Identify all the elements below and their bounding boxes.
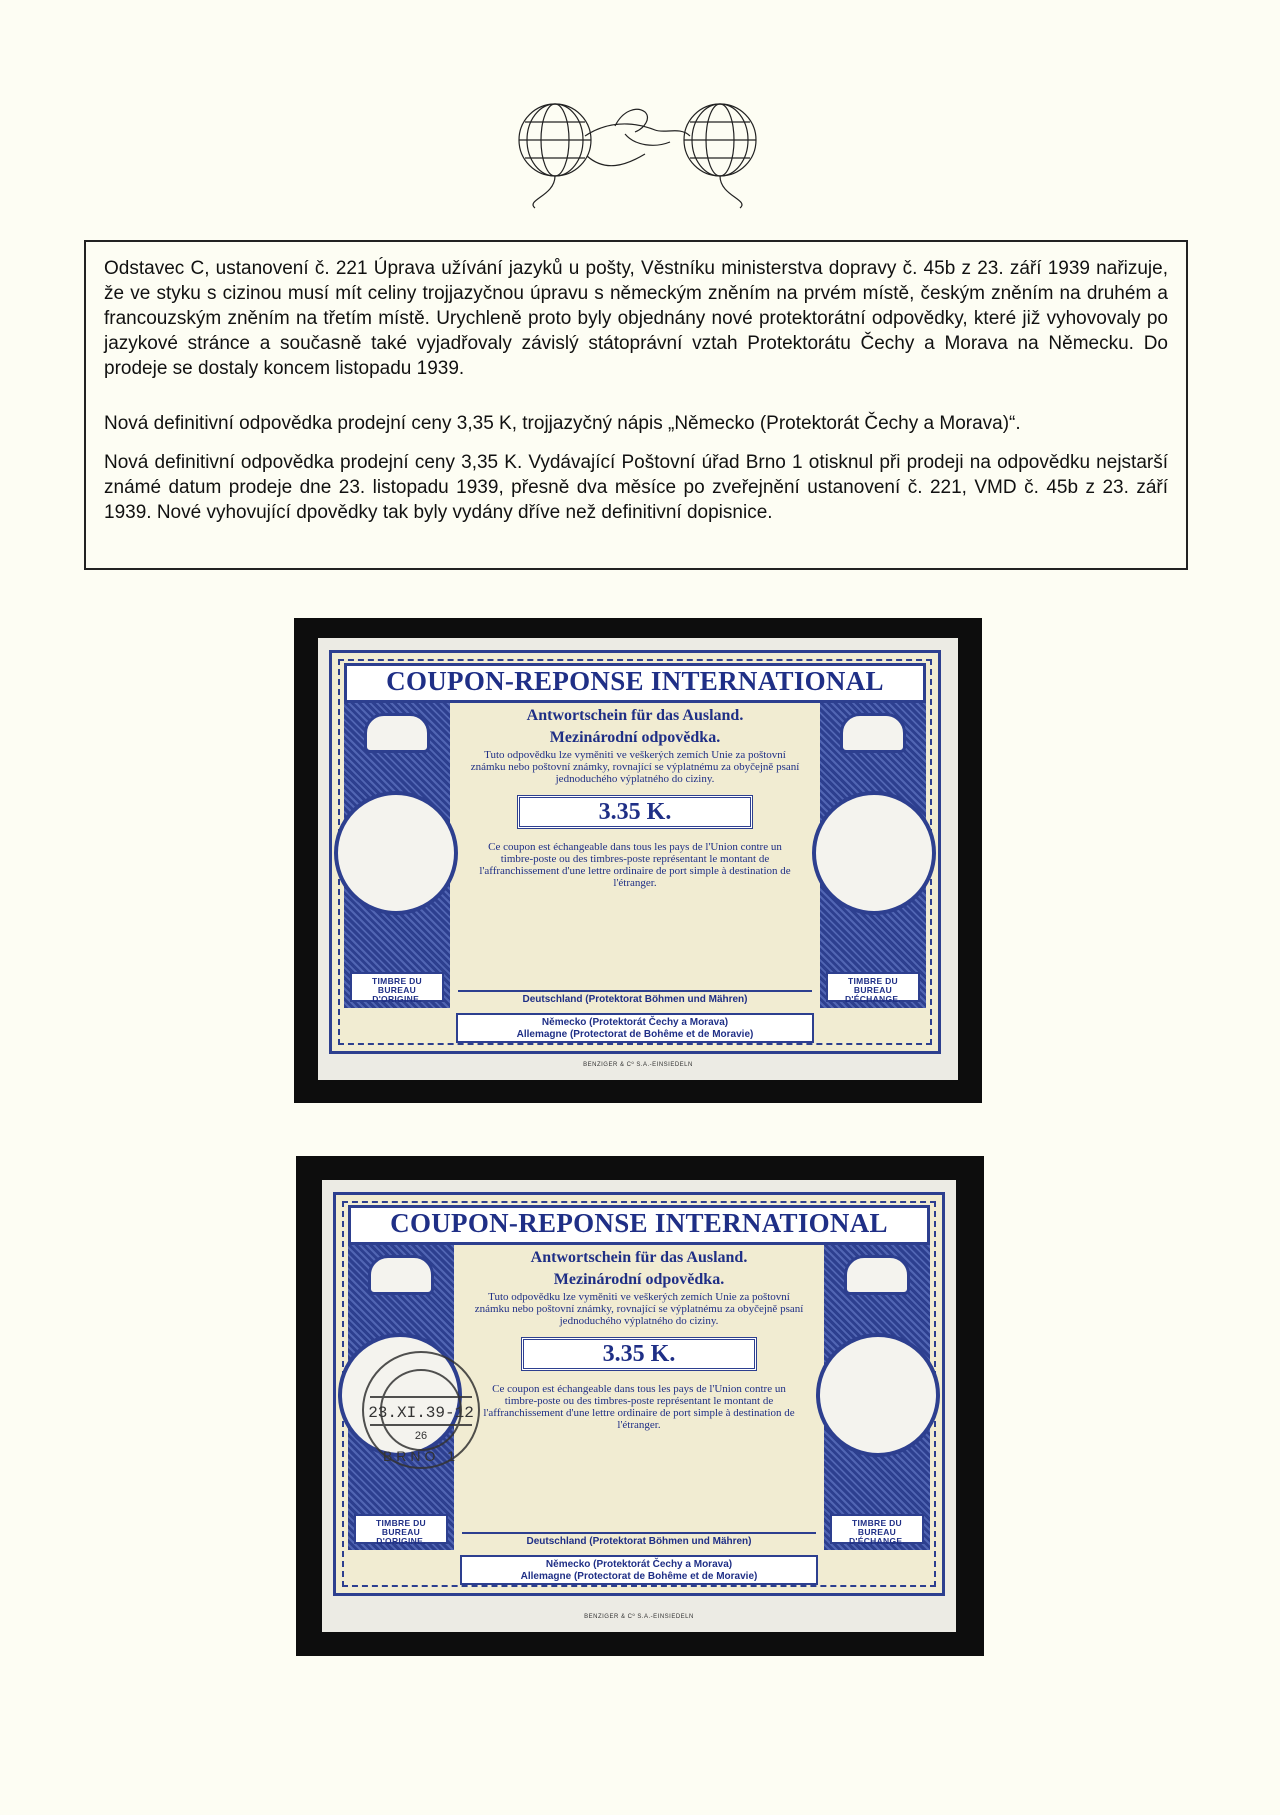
coupon-paper-1 [318,638,958,1080]
exchange-office-label: TIMBRE DU BUREAU D'ÉCHANGE. [830,1514,924,1544]
printer-imprint: BENZIGER & Cº S.A.-EINSIEDELN [584,1614,694,1620]
heading-czech: Mezinárodní odpovědka. [549,729,721,746]
reply-coupon-2 [333,1192,945,1596]
reply-coupon-1 [329,650,941,1054]
country-german: Deutschland (Protektorat Böhmen und Mähren) [458,990,812,1006]
country-czech: Německo (Protektorát Čechy a Morava) [541,1017,729,1028]
heading-czech: Mezinárodní odpovědka. [553,1271,725,1288]
origin-stamp-circle [334,791,458,915]
french-text: Ce coupon est échangeable dans tous les pays de l'Union contre un timbre-poste ou des timbres-poste représentant le montant de l'affranchissement d'une lettre ordinaire de port simple à destination de l'étranger. [483,1383,795,1431]
crown-ornament-icon [368,1255,434,1295]
coupon-value: 3.35 K. [517,795,753,829]
country-french: Allemagne (Protectorat de Bohême et de Moravie) [520,1571,758,1582]
origin-stamp-circle [338,1333,462,1457]
printer-imprint: BENZIGER & Cº S.A.-EINSIEDELN [583,1062,693,1068]
description-box [84,240,1188,570]
stamp-mount-1 [294,618,982,1103]
exchange-stamp-circle [816,1333,940,1457]
postmark-date: 23.XI.39-12 [368,1404,474,1422]
paragraph-history: Odstavec C, ustanovení č. 221 Úprava užívání jazyků u pošty, Věstníku ministerstva dopravy č. 45b z 23. září 1939 nařizuje, že ve styku s cizinou musí mít celiny trojjazyčnou úpravu s německým zněním na prvém místě, českým zněním na druhém a francouzským zněním na třetím místě. Urychleně proto byly objednány nové protektorátní odpovědky, které již vyhovovaly po jazykové stránce a současně také vyjadřovaly závislý státoprávní vztah Protektorátu Čechy a Morava na Německu. Do prodeje se dostaly koncem listopadu 1939. [104,258,1168,379]
coupon-paper-2 [322,1180,956,1632]
origin-office-label: TIMBRE DU BUREAU D'ORIGINE. [354,1514,448,1544]
paragraph-second-coupon: Nová definitivní odpovědka prodejní ceny 3,35 K. Vydávající Poštovní úřad Brno 1 otisknul při prodeji na odpovědku nejstarší známé datum prodeje dne 23. listopadu 1939, přesně dva měsíce po zveřejnění ustanovení č. 221, VMD č. 45b z 23. září 1939. Nové vyhovující dpovědky tak byly vydány dříve než definitivní dopisnice. [104,452,1168,523]
paragraph-first-coupon: Nová definitivní odpovědka prodejní ceny 3,35 K, trojjazyčný nápis „Německo (Protektorát Čechy a Morava)“. [104,413,1021,434]
country-german: Deutschland (Protektorat Böhmen und Mähren) [462,1532,816,1548]
stamp-mount-2 [296,1156,984,1656]
heading-german: Antwortschein für das Ausland. [526,707,744,724]
globes-angel-vignette [495,96,785,214]
coupon-value: 3.35 K. [521,1337,757,1371]
exchange-stamp-circle [812,791,936,915]
country-french: Allemagne (Protectorat de Bohême et de Moravie) [516,1029,754,1040]
crown-ornament-icon [844,1255,910,1295]
origin-office-label: TIMBRE DU BUREAU D'ORIGINE. [350,972,444,1002]
coupon-title: COUPON-REPONSE INTERNATIONAL [348,1205,930,1245]
coupon-right-panel [824,1245,930,1550]
crown-ornament-icon [364,713,430,753]
french-text: Ce coupon est échangeable dans tous les pays de l'Union contre un timbre-poste ou des timbres-poste représentant le montant de l'affranchissement d'une lettre ordinaire de port simple à destination de l'étranger. [479,841,791,889]
coupon-left-panel [348,1245,454,1550]
postmark-place: BRNO 1 [382,1448,460,1464]
heading-german: Antwortschein für das Ausland. [530,1249,748,1266]
czech-text: Tuto odpovědku lze vyměniti ve veškerých zemích Unie za poštovní známku nebo poštovní známky, rovnající se výplatnému za obyčejně psaní jednoduchého výplatného do ciziny. [474,1291,804,1327]
country-czech: Německo (Protektorát Čechy a Morava) [545,1559,733,1570]
coupon-title: COUPON-REPONSE INTERNATIONAL [344,663,926,703]
czech-text: Tuto odpovědku lze vyměniti ve veškerých zemích Unie za poštovní známku nebo poštovní známky, rovnající se výplatnému za obyčejně psaní jednoduchého výplatného do ciziny. [470,749,800,785]
coupon-center [456,703,814,1008]
country-band [460,1555,818,1585]
exchange-office-label: TIMBRE DU BUREAU D'ÉCHANGE. [826,972,920,1002]
postmark-number: 26 [414,1430,428,1442]
coupon-left-panel [344,703,450,1008]
coupon-center [460,1245,818,1550]
crown-ornament-icon [840,713,906,753]
country-band [456,1013,814,1043]
coupon-right-panel [820,703,926,1008]
